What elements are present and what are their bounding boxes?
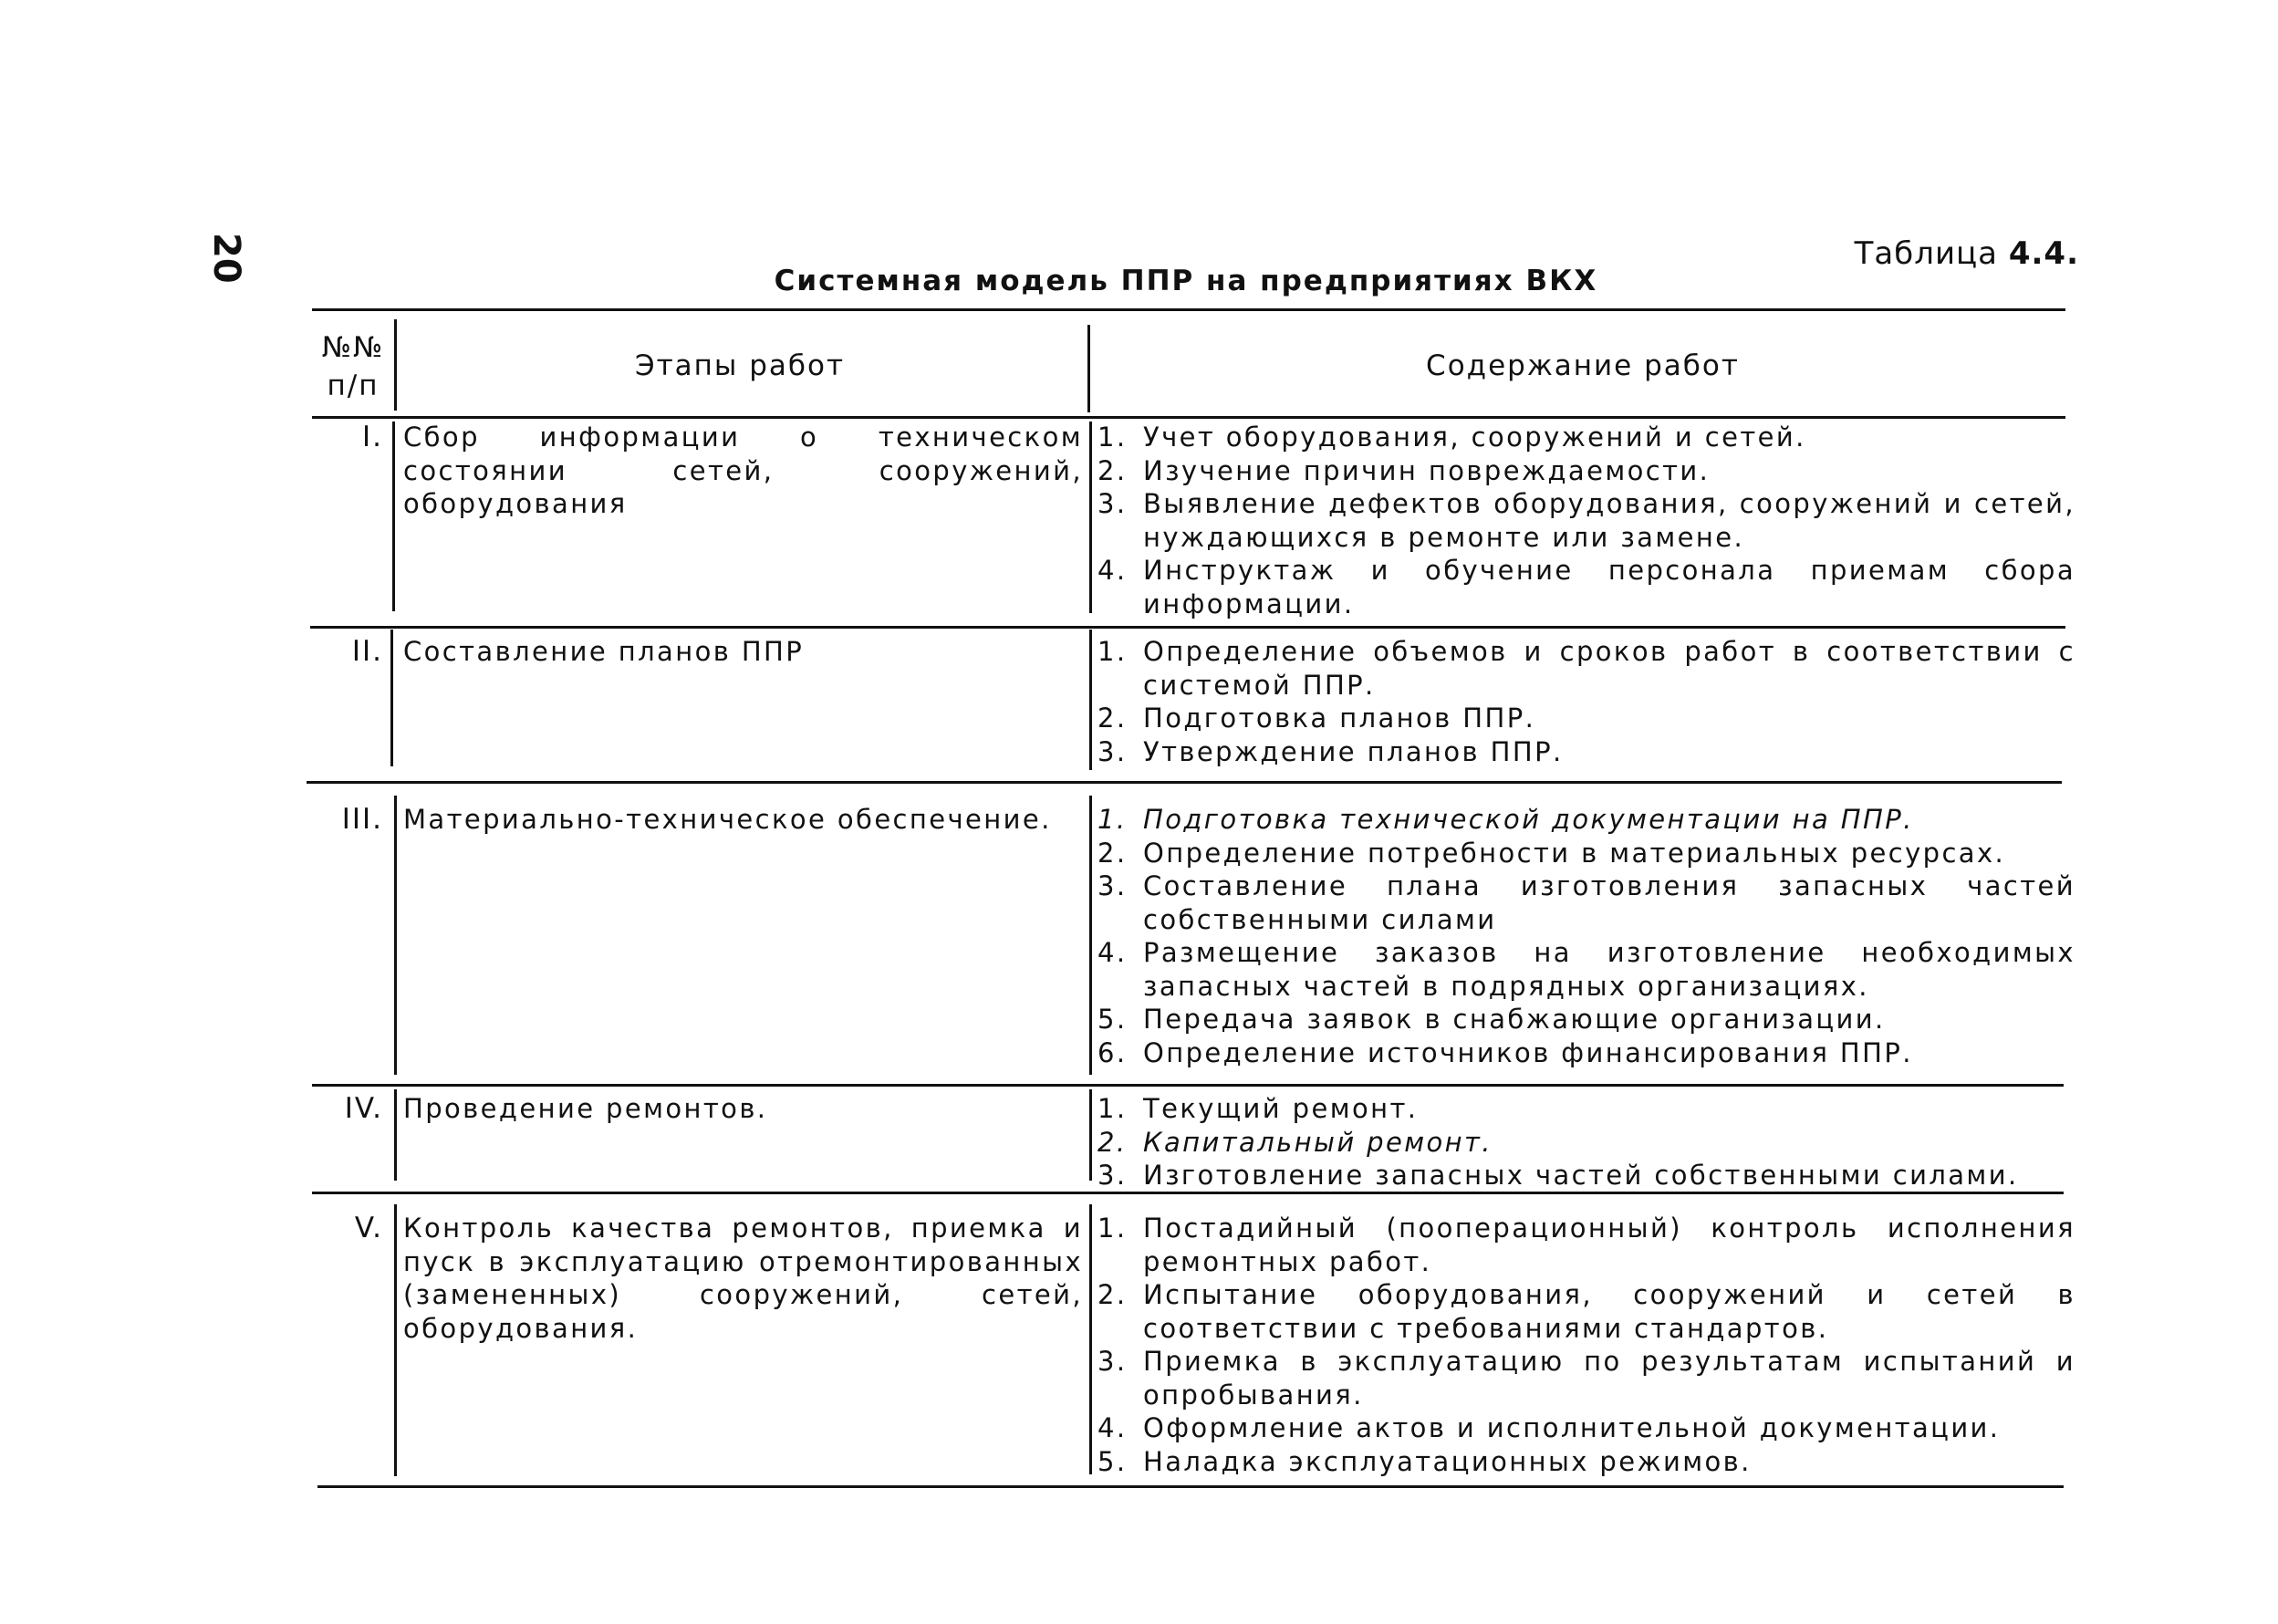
list-item: 3. Изготовление запасных частей собственными силами. — [1097, 1160, 2019, 1191]
list-item: 3. Составление плана изготовления запасных частей собственными силами — [1097, 870, 2075, 935]
row-stage: Сбор информации о техническом состоянии сетей, сооружений, оборудования — [403, 422, 1083, 519]
col-rule-2 — [1087, 325, 1090, 412]
header-num-line1: №№ — [321, 331, 385, 364]
list-item: 4. Размещение заказов на изготовление необходимых запасных частей в подрядных организациях. — [1097, 937, 2075, 1002]
row-number: IV. — [344, 1092, 383, 1125]
rule-bottom — [317, 1485, 2064, 1488]
col-rule-1 — [394, 319, 397, 411]
page-number: 20 — [205, 233, 247, 284]
col-rule-2 — [1089, 1089, 1092, 1181]
col-rule-1 — [394, 1089, 397, 1181]
list-item: 1. Подготовка технической документации на ППР. — [1097, 804, 1914, 835]
list-item: 6. Определение источников финансирования ППР. — [1097, 1036, 1913, 1068]
list-item: 2. Подготовка планов ППР. — [1097, 703, 1536, 734]
header-num-line2: п/п — [327, 370, 380, 402]
table-label-word: Таблица — [1854, 235, 1999, 272]
col-rule-1 — [392, 422, 395, 611]
rule-top — [312, 308, 2065, 311]
row-number: III. — [341, 803, 383, 836]
col-rule-2 — [1089, 630, 1092, 770]
list-item: 2. Определение потребности в материальных ресурсах. — [1097, 837, 2006, 869]
list-item: 3. Выявление дефектов оборудования, сооружений и сетей, нуждающихся в ремонте или замене. — [1097, 488, 2075, 553]
col-rule-1 — [390, 630, 393, 766]
rule-row-2 — [307, 781, 2062, 784]
col-rule-2 — [1089, 1204, 1092, 1474]
row-number: II. — [351, 635, 383, 668]
row-stage: Составление планов ППР — [403, 636, 805, 667]
table-title: Системная модель ППР на предприятиях ВКХ — [774, 265, 1598, 297]
list-item: 1. Учет оборудования, сооружений и сетей. — [1097, 422, 1806, 453]
list-item: 1. Постадийный (пооперационный) контроль исполнения ремонтных работ. — [1097, 1213, 2075, 1277]
header-num — [314, 328, 392, 405]
rule-row-1 — [310, 626, 2065, 629]
row-content — [1097, 421, 2075, 620]
list-item: 5. Передача заявок в снабжающие организации. — [1097, 1004, 1886, 1035]
list-item: 4. Инструктаж и обучение персонала приемам сбора информации. — [1097, 555, 2075, 619]
list-item: 3. Приемка в эксплуатацию по результатам испытаний и опробывания. — [1097, 1346, 2075, 1411]
list-item: 4. Оформление актов и исполнительной документации. — [1097, 1412, 2001, 1443]
row-content — [1097, 803, 2075, 1069]
list-item: 2. Капитальный ремонт. — [1097, 1126, 1493, 1158]
row-stage: Контроль качества ремонтов, приемка и пуск в эксплуатацию отремонтированных (замененных) сооружений, сетей, оборудования. — [403, 1213, 1083, 1344]
col-rule-1 — [394, 1204, 397, 1476]
row-number: I. — [362, 421, 383, 453]
list-item: 5. Наладка эксплуатационных режимов. — [1097, 1445, 1752, 1477]
row-content — [1097, 1212, 2075, 1478]
list-item: 2. Изучение причин повреждаемости. — [1097, 454, 1711, 486]
rule-row-3 — [312, 1084, 2064, 1087]
rule-header-bottom — [312, 416, 2065, 419]
row-content — [1097, 1092, 2075, 1192]
row-stage: Проведение ремонтов. — [403, 1093, 768, 1124]
list-item: 3. Утверждение планов ППР. — [1097, 735, 1564, 767]
row-stage: Материально-техническое обеспечение. — [403, 804, 1052, 835]
header-content: Содержание работ — [1426, 349, 1740, 382]
col-rule-1 — [394, 796, 397, 1075]
list-item: 1. Текущий ремонт. — [1097, 1093, 1419, 1124]
table-label-number: 4.4. — [2008, 235, 2079, 272]
row-number: V. — [354, 1212, 383, 1244]
list-item: 2. Испытание оборудования, сооружений и сетей в соответствии с требованиями стандартов. — [1097, 1279, 2075, 1344]
col-rule-2 — [1089, 422, 1092, 613]
col-rule-2 — [1089, 796, 1092, 1075]
row-content — [1097, 635, 2075, 768]
header-stage: Этапы работ — [634, 349, 846, 382]
list-item: 1. Определение объемов и сроков работ в соответствии с системой ППР. — [1097, 636, 2075, 701]
